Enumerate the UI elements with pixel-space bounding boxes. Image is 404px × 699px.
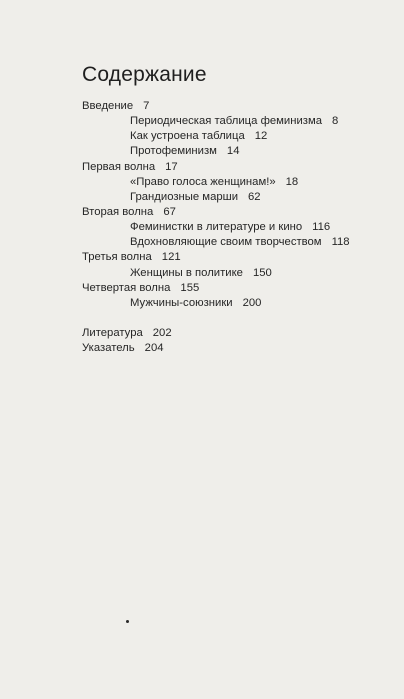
- toc-entry-page: 155: [180, 281, 200, 294]
- toc-entry-page: 121: [161, 251, 181, 264]
- toc-entry-label: «Право голоса женщинам!»: [130, 175, 276, 188]
- toc-entry: [82, 341, 392, 356]
- toc-entry-page: 62: [248, 190, 261, 203]
- toc-entry-page: 204: [144, 342, 164, 355]
- toc-entry-label: Третья волна: [82, 251, 152, 264]
- ink-speck: [126, 620, 129, 623]
- toc-entry: [82, 250, 392, 265]
- toc-subentry: [82, 266, 392, 281]
- toc-entry: [82, 160, 392, 175]
- toc-entry-label: Указатель: [82, 342, 135, 355]
- toc-entry-page: 150: [252, 266, 272, 279]
- toc-entry-page: 12: [254, 130, 268, 143]
- toc-entry-page: 67: [163, 205, 176, 218]
- toc-entry-label: Литература: [82, 326, 143, 339]
- toc-entry-label: Грандиозные марши: [130, 190, 239, 203]
- toc-entry-label: Периодическая таблица феминизма: [130, 115, 322, 128]
- toc-entry-label: Вторая волна: [82, 205, 154, 218]
- toc-subentry: [82, 190, 392, 205]
- toc-entry-label: Протофеминизм: [130, 145, 217, 158]
- toc-entry-label: Четвертая волна: [82, 281, 171, 294]
- toc-subentry: [82, 296, 392, 311]
- toc-subentry: [82, 175, 392, 190]
- toc-subentry: [82, 144, 392, 159]
- toc-entry-page: 14: [226, 145, 240, 158]
- toc-subentry: [82, 235, 392, 250]
- toc-entry-page: 7: [143, 100, 150, 112]
- toc-entry: [82, 205, 392, 220]
- toc-entry-page: 116: [312, 221, 331, 234]
- toc-entry-page: 118: [331, 236, 350, 249]
- toc-entry-page: 8: [332, 115, 339, 128]
- toc-entry-label: Мужчины-союзники: [130, 296, 233, 309]
- toc-entry-page: 202: [152, 326, 172, 339]
- toc-entry: [82, 326, 392, 341]
- toc-entry-page: 200: [242, 296, 262, 309]
- toc-entry: [82, 281, 392, 296]
- toc-entry-label: Феминистки в литературе и кино: [130, 221, 303, 234]
- toc-entry-label: Как устроена таблица: [130, 130, 245, 143]
- toc-entry-label: Введение: [82, 100, 134, 112]
- toc-entry-label: Первая волна: [82, 160, 156, 173]
- toc-subentry: [82, 220, 392, 235]
- page-title: Содержание: [82, 63, 207, 86]
- toc-entry-label: Женщины в политике: [130, 266, 243, 279]
- toc-subentry: [82, 114, 392, 129]
- toc-entry-label: Вдохновляющие своим творчеством: [130, 236, 322, 249]
- toc-entry: [82, 99, 392, 114]
- toc-subentry: [82, 129, 392, 144]
- toc-entry-page: 18: [285, 175, 299, 188]
- toc-entry-page: 17: [165, 160, 178, 173]
- table-of-contents: [82, 99, 392, 356]
